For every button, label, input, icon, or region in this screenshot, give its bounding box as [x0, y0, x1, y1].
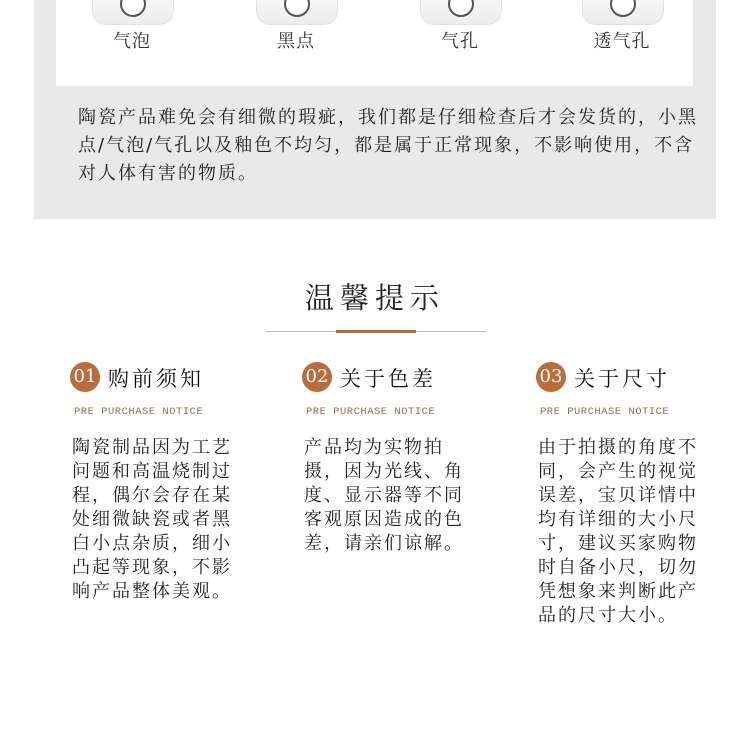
tip-title: 购前须知: [108, 367, 204, 391]
defect-label: 黑点: [277, 31, 315, 52]
tip-title: 关于色差: [340, 367, 436, 391]
tip-body: 产品均为实物拍摄，因为光线、角度、显示器等不同客观原因造成的色差，请亲们谅解。: [304, 437, 464, 554]
number-badge: 03: [536, 362, 566, 392]
section-title: 温馨提示: [304, 281, 445, 315]
defect-example-pore: [400, 0, 520, 60]
tip-subtitle: PRE PURCHASE NOTICE: [540, 406, 670, 418]
tip-body: 陶瓷制品因为工艺问题和高温烧制过程，偶尔会存在某处细微缺瓷或者黑白小点杂质，细小凸起等现象，不影响产品整体美观。: [72, 437, 232, 602]
defect-label: 透气孔: [593, 31, 651, 52]
tip-subtitle: PRE PURCHASE NOTICE: [306, 406, 436, 418]
tip-column-size: [536, 360, 726, 626]
defect-label: 气泡: [113, 31, 151, 52]
defect-notice-text: 陶瓷产品难免会有细微的瑕疵，我们都是仔细检查后才会发货的，小黑点/气泡/气孔以及釉色不均匀，都是属于正常现象，不影响使用，不含对人体有害的物质。: [78, 107, 698, 184]
tip-column-purchase-notice: [70, 360, 260, 602]
tip-column-color-difference: [302, 360, 492, 554]
defect-examples-card: [56, 0, 693, 86]
tip-subtitle: PRE PURCHASE NOTICE: [74, 406, 204, 418]
tip-title: 关于尺寸: [574, 367, 670, 391]
number-badge: 01: [70, 362, 100, 392]
tip-body: 由于拍摄的角度不同，会产生的视觉误差，宝贝详情中均有详细的大小尺寸，建议买家购物时自备小尺，切勿凭想象来判断此产品的尺寸大小。: [538, 437, 698, 626]
defect-example-vent-hole: [562, 0, 682, 60]
defect-example-bubble: [72, 0, 192, 60]
defect-example-black-dot: [236, 0, 356, 60]
defect-label: 气孔: [441, 31, 479, 52]
title-divider-accent: [336, 330, 416, 333]
number-badge: 02: [302, 362, 332, 392]
